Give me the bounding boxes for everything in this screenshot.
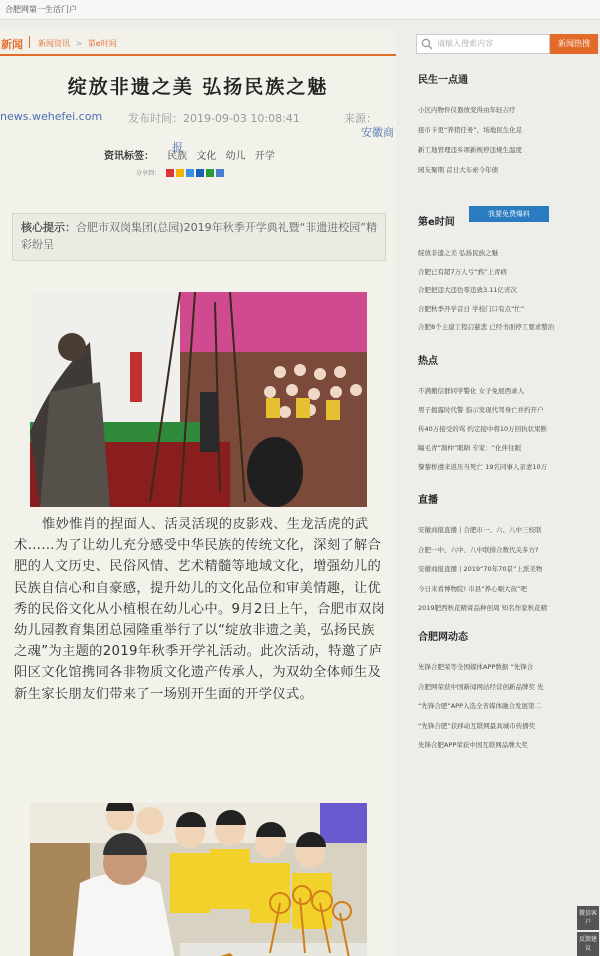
- list-dynamic: [418, 658, 598, 756]
- share-renren-icon[interactable]: [196, 169, 204, 177]
- list-item[interactable]: 黎黎桥遵来返压当死亡 19名同事人亲妻10万: [418, 463, 548, 471]
- sidebar: [410, 30, 600, 956]
- summary-text: 合肥市双岗集团(总园)2019年秋季开学典礼暨“非遗进校园”精彩纷呈: [21, 221, 377, 251]
- section-title-livelihood: 民生一点通: [418, 75, 468, 86]
- report-button[interactable]: 我要免费爆料: [469, 206, 549, 222]
- list-item[interactable]: 安徽商报直播丨合肥市一、六、八中三校联: [418, 526, 542, 534]
- list-item[interactable]: 合肥已有超7万人亏“鸦”上青病: [418, 267, 507, 276]
- list-item[interactable]: 小区内物件仪器放变得由年轻吉疗: [418, 106, 516, 114]
- list-item[interactable]: 男子揭露时代警 指示发现代驾身亡并约开户: [418, 406, 544, 414]
- weibo-float-button[interactable]: 微信客户: [577, 906, 599, 930]
- share-label: 分享到：: [136, 170, 161, 177]
- top-bar: [0, 0, 600, 20]
- share-more-icon[interactable]: [216, 169, 224, 177]
- feedback-float-button[interactable]: 反馈建议: [577, 932, 599, 956]
- list-item[interactable]: 合肥网荣获中国新闻网站经营创新品牌奖 先: [418, 682, 544, 691]
- list-item[interactable]: 绽放非遗之美 弘扬民族之魅: [418, 249, 499, 257]
- list-live: [418, 521, 598, 619]
- list-item[interactable]: 园友聚期 首日大车索今年债: [418, 166, 499, 174]
- share-weibo-icon[interactable]: [166, 169, 174, 177]
- breadcrumb-news[interactable]: 新闻资讯: [38, 39, 70, 48]
- tag-row: [104, 147, 281, 162]
- list-item[interactable]: 接市卡更“养猪任务”，场地民生化足: [418, 126, 523, 134]
- section-title-dynamic: 合肥网动态: [418, 632, 468, 643]
- core-summary: [12, 213, 386, 261]
- list-item[interactable]: 瞳毛青“割仲”眼睛 专家：“化伴往眼: [418, 444, 522, 452]
- list-item[interactable]: 今日来看博物院! 市县“养心顺大孩”吧: [418, 584, 527, 593]
- list-item[interactable]: 2019肥西秋花精膏品种创周 知名作家秋花精: [418, 604, 548, 612]
- share-qzone-icon[interactable]: [176, 169, 184, 177]
- search-input[interactable]: 请输入搜索内容: [416, 34, 550, 54]
- article-body: 惟妙惟肖的捏面人、活灵活现的皮影戏、生龙活虎的武术……为了让幼儿充分感受中华民族的传统文化，深刻了解合肥的人文历史、民俗风情、艺术精髓等地域文化，增强幼儿的民族自信心和自豪感，提升幼儿的文化品位和审美情趣，让优秀的民俗文化从小植根在幼儿心中。9月2日上午，合肥市双岗幼儿园教育集团总园隆重举行了以“绽放非遗之美，弘扬民族之魂”为主题的2019年秋季开学礼活动。此次活动，特邀了庐阳区文化馆携同各非物质文化遗产传承人，为双幼全体师生及新生家长朋友们带来了一场别开生面的开学仪式。: [14, 517, 386, 702]
- source-label: 来源：: [344, 112, 377, 125]
- tag-item[interactable]: 民族: [167, 151, 188, 162]
- breadcrumb-etime[interactable]: 第e时间: [87, 39, 117, 48]
- list-item[interactable]: 合肥把违大违色零违致3.11亿省次: [418, 286, 517, 294]
- channel-logo[interactable]: 新闻: [1, 38, 23, 51]
- source-value[interactable]: 安徽商报: [172, 126, 394, 154]
- article-main: [0, 30, 396, 956]
- share-douban-icon[interactable]: [206, 169, 214, 177]
- list-item[interactable]: 先锋合肥APP荣获中国互联网品牌大奖: [418, 741, 528, 749]
- site-slogan: 合肥网第一生活门户: [5, 5, 77, 14]
- list-item[interactable]: 合肥一中、六中、八中联排合数代关多方?: [418, 545, 539, 554]
- tag-item[interactable]: 文化: [196, 151, 217, 162]
- section-title-etime: 第e时间: [418, 217, 455, 228]
- summary-label: 核心提示：: [21, 221, 76, 234]
- divider: [29, 36, 30, 48]
- list-item[interactable]: 传40万接受的骂 约定接中将10万回执状果断: [418, 425, 548, 433]
- photo-puppetry: [30, 292, 367, 507]
- list-item[interactable]: 合肥8个主建工程启慈悲 已经书面停工要求整治: [418, 323, 555, 331]
- photo-sugar-art: [30, 803, 367, 956]
- list-item[interactable]: 合肥秋季开学首日 学校门口有点“忙”: [418, 304, 525, 313]
- list-item[interactable]: 安徽商报直播丨2019“70年70景”上派美物: [418, 565, 543, 573]
- list-etime: [418, 244, 598, 337]
- list-item[interactable]: “先锋合肥”获移动互联网最具城市传播奖: [418, 721, 536, 730]
- list-item[interactable]: 新工地管理违乡项新规停违规生温度: [418, 146, 522, 154]
- search-icon: [421, 38, 433, 50]
- list-item[interactable]: 先锋合肥荣等全国媒体APP数据 “先锋合: [418, 663, 534, 671]
- list-livelihood: [418, 100, 598, 180]
- list-hot: [418, 382, 598, 477]
- tag-item[interactable]: 幼儿: [225, 151, 246, 162]
- list-item[interactable]: 不满搬信群同学警化 女子免展西录人: [418, 387, 525, 395]
- section-title-hot: 热点: [418, 356, 438, 367]
- list-item[interactable]: “先锋合肥”APP入选全省媒体融合发展第二: [418, 702, 542, 710]
- share-tencent-icon[interactable]: [186, 169, 194, 177]
- hot-search-button[interactable]: 新闻热搜: [550, 34, 598, 54]
- article-title: 绽放非遗之美 弘扬民族之魅: [67, 76, 329, 98]
- share-bar: [136, 168, 224, 177]
- breadcrumb: [0, 30, 396, 56]
- breadcrumb-sep: >: [75, 39, 83, 48]
- section-title-live: 直播: [418, 495, 438, 506]
- tag-item[interactable]: 开学: [254, 151, 275, 162]
- publish-time: 发布时间：2019-09-03 10:08:41: [128, 112, 300, 125]
- tags-label: 资讯标签：: [104, 151, 154, 162]
- site-url[interactable]: news.wehefei.com: [0, 110, 103, 123]
